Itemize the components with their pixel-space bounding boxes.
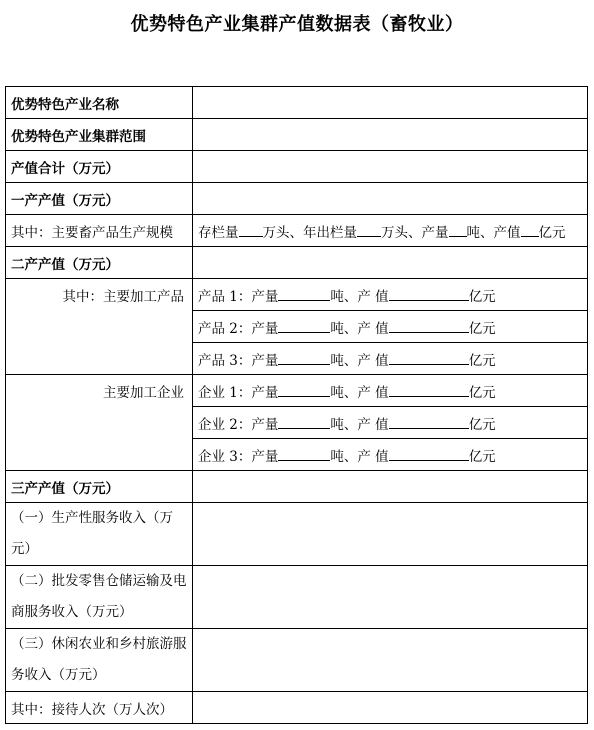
enterprise-row-1[interactable]: 企业 1：产量 吨、产 值 亿元 xyxy=(193,375,588,407)
enterprise-row-2[interactable]: 企业 2：产量 吨、产 值 亿元 xyxy=(193,407,588,439)
table-row xyxy=(6,471,588,503)
label-cluster-name: 优势特色产业名称 xyxy=(6,87,193,119)
value-cluster-name[interactable] xyxy=(193,87,588,119)
label-primary-scale: 其中：主要畜产品生产规模 xyxy=(6,215,193,247)
page-title: 优势特色产业集群产值数据表（畜牧业） xyxy=(130,14,464,35)
label-service-income: （一）生产性服务收入（万元） xyxy=(6,503,193,566)
table-row xyxy=(6,183,588,215)
label-visitors: 其中：接待人次（万人次） xyxy=(6,692,193,724)
value-tertiary-output[interactable] xyxy=(193,471,588,503)
label-tertiary-output: 三产产值（万元） xyxy=(6,471,193,503)
table-row xyxy=(6,566,588,629)
value-wholesale-income[interactable] xyxy=(193,566,588,629)
value-leisure-income[interactable] xyxy=(193,629,588,692)
data-table xyxy=(5,86,588,724)
value-primary-scale[interactable]: 存栏量 万头、年出栏量 万头、产量 吨、产值 亿元 xyxy=(193,215,588,247)
table-row xyxy=(6,247,588,279)
value-secondary-output[interactable] xyxy=(193,247,588,279)
table-row xyxy=(6,151,588,183)
label-main-products: 其中：主要加工产品 xyxy=(6,279,193,375)
value-service-income[interactable] xyxy=(193,503,588,566)
product-row-2[interactable]: 产品 2：产量 吨、产 值 亿元 xyxy=(193,311,588,343)
table-row xyxy=(6,375,588,407)
value-cluster-scope[interactable] xyxy=(193,119,588,151)
label-wholesale-income: （二）批发零售仓储运输及电商服务收入（万元） xyxy=(6,566,193,629)
value-primary-output[interactable] xyxy=(193,183,588,215)
label-total-output: 产值合计（万元） xyxy=(6,151,193,183)
table-row xyxy=(6,215,588,247)
label-cluster-scope: 优势特色产业集群范围 xyxy=(6,119,193,151)
table-row xyxy=(6,629,588,692)
enterprise-row-3[interactable]: 企业 3：产量 吨、产 值 亿元 xyxy=(193,439,588,471)
label-primary-output: 一产产值（万元） xyxy=(6,183,193,215)
table-row xyxy=(6,119,588,151)
product-row-3[interactable]: 产品 3：产量 吨、产 值 亿元 xyxy=(193,343,588,375)
value-visitors[interactable] xyxy=(193,692,588,724)
table-row xyxy=(6,279,588,311)
table-row xyxy=(6,503,588,566)
table-row xyxy=(6,692,588,724)
label-main-enterprises: 主要加工企业 xyxy=(6,375,193,471)
product-row-1[interactable]: 产品 1：产量 吨、产 值 亿元 xyxy=(193,279,588,311)
label-leisure-income: （三）休闲农业和乡村旅游服务收入（万元） xyxy=(6,629,193,692)
table-row xyxy=(6,87,588,119)
label-secondary-output: 二产产值（万元） xyxy=(6,247,193,279)
value-total-output[interactable] xyxy=(193,151,588,183)
